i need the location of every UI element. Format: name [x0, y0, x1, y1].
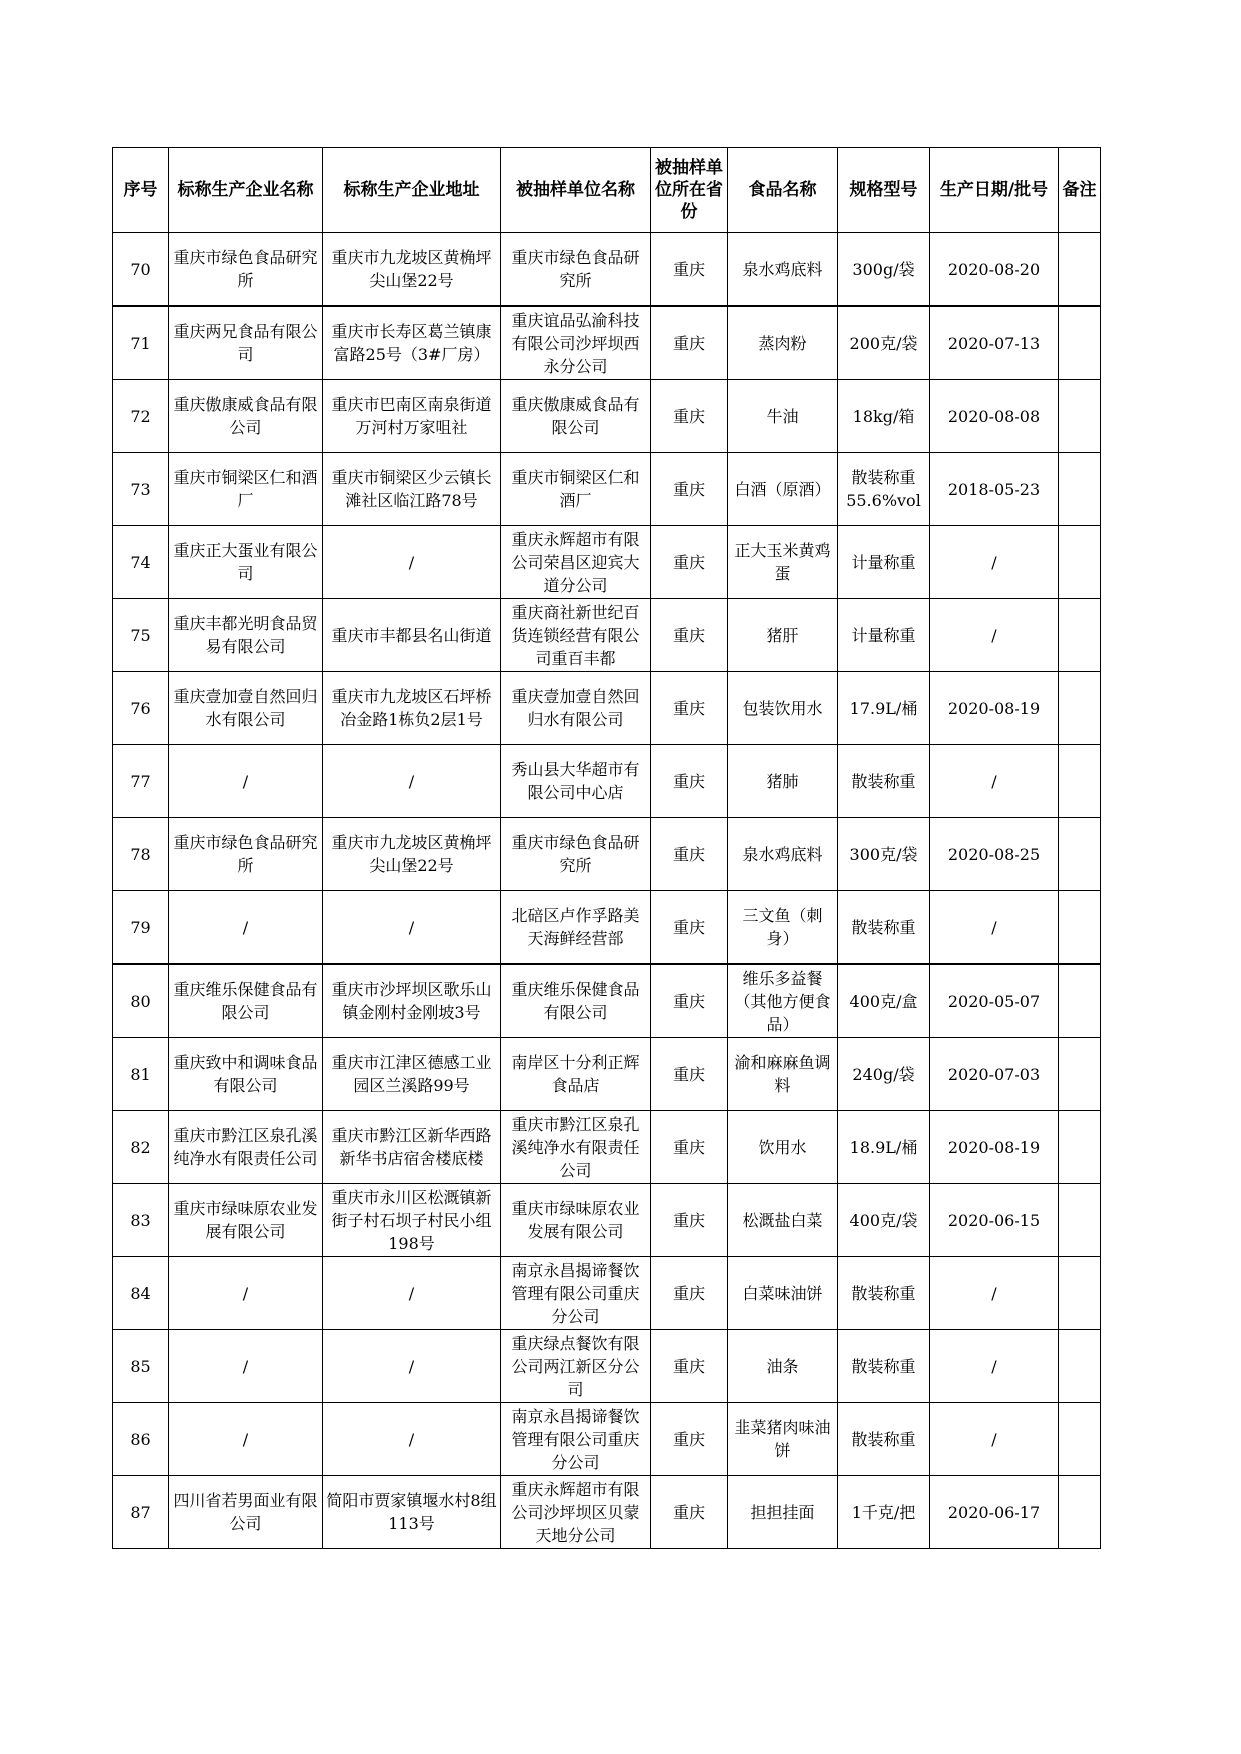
cell-address: 重庆市丰都县名山街道 [323, 599, 501, 672]
cell-date: 2020-07-13 [930, 306, 1059, 380]
cell-remarks [1059, 1184, 1101, 1257]
cell-province: 重庆 [651, 1403, 728, 1476]
cell-food: 猪肺 [728, 745, 838, 818]
cell-remarks [1059, 233, 1101, 307]
cell-remarks [1059, 1330, 1101, 1403]
cell-company: 重庆市绿色食品研究所 [169, 818, 323, 891]
cell-spec: 18.9L/桶 [838, 1111, 930, 1184]
cell-spec: 散装称重 [838, 745, 930, 818]
cell-province: 重庆 [651, 1330, 728, 1403]
cell-food: 渝和麻麻鱼调料 [728, 1038, 838, 1111]
header-company: 标称生产企业名称 [169, 148, 323, 233]
cell-province: 重庆 [651, 1476, 728, 1549]
cell-seq: 78 [113, 818, 169, 891]
cell-food: 牛油 [728, 380, 838, 453]
cell-address: / [323, 526, 501, 599]
cell-remarks [1059, 745, 1101, 818]
cell-province: 重庆 [651, 380, 728, 453]
table-row [113, 964, 1101, 1038]
cell-seq: 79 [113, 891, 169, 965]
cell-province: 重庆 [651, 818, 728, 891]
cell-date: 2020-08-20 [930, 233, 1059, 307]
cell-province: 重庆 [651, 745, 728, 818]
cell-food: 泉水鸡底料 [728, 233, 838, 307]
cell-remarks [1059, 891, 1101, 965]
cell-province: 重庆 [651, 233, 728, 307]
cell-remarks [1059, 1476, 1101, 1549]
table-body [113, 233, 1101, 1549]
cell-seq: 76 [113, 672, 169, 745]
cell-date: 2020-06-17 [930, 1476, 1059, 1549]
cell-remarks [1059, 1111, 1101, 1184]
cell-date: 2020-06-15 [930, 1184, 1059, 1257]
cell-remarks [1059, 818, 1101, 891]
cell-remarks [1059, 672, 1101, 745]
cell-remarks [1059, 1038, 1101, 1111]
cell-company: 重庆丰都光明食品贸易有限公司 [169, 599, 323, 672]
table-row [113, 1476, 1101, 1549]
cell-spec: 计量称重 [838, 599, 930, 672]
cell-date: 2020-05-07 [930, 964, 1059, 1038]
cell-sampled-unit: 重庆永辉超市有限公司沙坪坝区贝蒙天地分公司 [501, 1476, 651, 1549]
cell-sampled-unit: 重庆市铜梁区仁和酒厂 [501, 453, 651, 526]
header-row [113, 148, 1101, 233]
header-address: 标称生产企业地址 [323, 148, 501, 233]
cell-date: 2020-08-25 [930, 818, 1059, 891]
cell-spec: 散装称重 [838, 1330, 930, 1403]
cell-food: 包装饮用水 [728, 672, 838, 745]
table-row [113, 453, 1101, 526]
cell-date: 2020-08-19 [930, 1111, 1059, 1184]
cell-company: 四川省若男面业有限公司 [169, 1476, 323, 1549]
cell-sampled-unit: 重庆傲康威食品有限公司 [501, 380, 651, 453]
cell-company: / [169, 1257, 323, 1330]
cell-province: 重庆 [651, 891, 728, 965]
cell-company: 重庆市铜梁区仁和酒厂 [169, 453, 323, 526]
cell-spec: 17.9L/桶 [838, 672, 930, 745]
cell-seq: 85 [113, 1330, 169, 1403]
cell-sampled-unit: 重庆谊品弘渝科技有限公司沙坪坝西永分公司 [501, 306, 651, 380]
cell-province: 重庆 [651, 964, 728, 1038]
table-header [113, 148, 1101, 233]
table-row [113, 891, 1101, 965]
cell-sampled-unit: 重庆永辉超市有限公司荣昌区迎宾大道分公司 [501, 526, 651, 599]
cell-address: 简阳市贾家镇堰水村8组113号 [323, 1476, 501, 1549]
cell-sampled-unit: 南京永昌揭谛餐饮管理有限公司重庆分公司 [501, 1403, 651, 1476]
cell-seq: 80 [113, 964, 169, 1038]
cell-date: / [930, 1403, 1059, 1476]
cell-sampled-unit: 重庆市绿色食品研究所 [501, 818, 651, 891]
cell-sampled-unit: 重庆绿点餐饮有限公司两江新区分公司 [501, 1330, 651, 1403]
cell-spec: 散装称重 [838, 1403, 930, 1476]
cell-province: 重庆 [651, 1257, 728, 1330]
cell-province: 重庆 [651, 1111, 728, 1184]
cell-remarks [1059, 526, 1101, 599]
cell-food: 维乐多益餐（其他方便食品） [728, 964, 838, 1038]
cell-address: / [323, 1330, 501, 1403]
table-row [113, 1111, 1101, 1184]
cell-company: / [169, 891, 323, 965]
cell-company: 重庆市绿味原农业发展有限公司 [169, 1184, 323, 1257]
cell-company: 重庆致中和调味食品有限公司 [169, 1038, 323, 1111]
cell-remarks [1059, 1403, 1101, 1476]
table-row [113, 672, 1101, 745]
cell-company: / [169, 745, 323, 818]
cell-spec: 300g/袋 [838, 233, 930, 307]
cell-remarks [1059, 453, 1101, 526]
cell-food: 担担挂面 [728, 1476, 838, 1549]
table-row [113, 1403, 1101, 1476]
cell-sampled-unit: 重庆壹加壹自然回归水有限公司 [501, 672, 651, 745]
cell-address: 重庆市黔江区新华西路新华书店宿舍楼底楼 [323, 1111, 501, 1184]
cell-company: 重庆傲康威食品有限公司 [169, 380, 323, 453]
cell-seq: 75 [113, 599, 169, 672]
cell-spec: 400克/袋 [838, 1184, 930, 1257]
cell-spec: 1千克/把 [838, 1476, 930, 1549]
cell-province: 重庆 [651, 1038, 728, 1111]
cell-company: / [169, 1330, 323, 1403]
cell-company: 重庆市黔江区泉孔溪纯净水有限责任公司 [169, 1111, 323, 1184]
cell-sampled-unit: 北碚区卢作孚路美天海鲜经营部 [501, 891, 651, 965]
cell-food: 松溉盐白菜 [728, 1184, 838, 1257]
cell-date: / [930, 1257, 1059, 1330]
cell-date: 2020-07-03 [930, 1038, 1059, 1111]
cell-seq: 87 [113, 1476, 169, 1549]
cell-spec: 散装称重 [838, 1257, 930, 1330]
table-row [113, 818, 1101, 891]
cell-remarks [1059, 599, 1101, 672]
cell-date: / [930, 1330, 1059, 1403]
table-row [113, 1257, 1101, 1330]
cell-date: / [930, 891, 1059, 965]
cell-spec: 散装称重 [838, 891, 930, 965]
cell-sampled-unit: 南岸区十分利正辉食品店 [501, 1038, 651, 1111]
cell-spec: 18kg/箱 [838, 380, 930, 453]
header-province: 被抽样单位所在省份 [651, 148, 728, 233]
cell-spec: 400克/盒 [838, 964, 930, 1038]
table-row [113, 380, 1101, 453]
cell-date: 2020-08-08 [930, 380, 1059, 453]
cell-food: 三文鱼（刺身） [728, 891, 838, 965]
cell-date: 2020-08-19 [930, 672, 1059, 745]
cell-seq: 81 [113, 1038, 169, 1111]
cell-food: 韭菜猪肉味油饼 [728, 1403, 838, 1476]
cell-seq: 77 [113, 745, 169, 818]
header-seq: 序号 [113, 148, 169, 233]
cell-province: 重庆 [651, 1184, 728, 1257]
cell-province: 重庆 [651, 526, 728, 599]
cell-spec: 240g/袋 [838, 1038, 930, 1111]
cell-seq: 72 [113, 380, 169, 453]
cell-seq: 82 [113, 1111, 169, 1184]
cell-company: 重庆市绿色食品研究所 [169, 233, 323, 307]
cell-remarks [1059, 1257, 1101, 1330]
header-sampled-unit: 被抽样单位名称 [501, 148, 651, 233]
cell-seq: 70 [113, 233, 169, 307]
cell-food: 蒸肉粉 [728, 306, 838, 380]
cell-company: 重庆正大蛋业有限公司 [169, 526, 323, 599]
cell-seq: 83 [113, 1184, 169, 1257]
cell-seq: 86 [113, 1403, 169, 1476]
cell-food: 泉水鸡底料 [728, 818, 838, 891]
cell-company: 重庆维乐保健食品有限公司 [169, 964, 323, 1038]
cell-company: / [169, 1403, 323, 1476]
cell-date: / [930, 526, 1059, 599]
cell-food: 白酒（原酒） [728, 453, 838, 526]
cell-province: 重庆 [651, 672, 728, 745]
cell-sampled-unit: 重庆商社新世纪百货连锁经营有限公司重百丰都 [501, 599, 651, 672]
cell-sampled-unit: 重庆市绿味原农业发展有限公司 [501, 1184, 651, 1257]
cell-seq: 74 [113, 526, 169, 599]
cell-address: 重庆市铜梁区少云镇长滩社区临江路78号 [323, 453, 501, 526]
cell-address: 重庆市九龙坡区黄桷坪尖山堡22号 [323, 818, 501, 891]
table-row [113, 1330, 1101, 1403]
cell-spec: 300克/袋 [838, 818, 930, 891]
cell-food: 油条 [728, 1330, 838, 1403]
cell-date: / [930, 745, 1059, 818]
cell-sampled-unit: 重庆市绿色食品研究所 [501, 233, 651, 307]
cell-seq: 84 [113, 1257, 169, 1330]
table-row [113, 599, 1101, 672]
cell-province: 重庆 [651, 599, 728, 672]
header-spec: 规格型号 [838, 148, 930, 233]
cell-province: 重庆 [651, 453, 728, 526]
cell-seq: 71 [113, 306, 169, 380]
sampling-results-table [112, 147, 1101, 1549]
cell-sampled-unit: 南京永昌揭谛餐饮管理有限公司重庆分公司 [501, 1257, 651, 1330]
cell-food: 正大玉米黄鸡蛋 [728, 526, 838, 599]
header-remarks: 备注 [1059, 148, 1101, 233]
cell-address: 重庆市九龙坡区石坪桥冶金路1栋负2层1号 [323, 672, 501, 745]
cell-remarks [1059, 964, 1101, 1038]
cell-remarks [1059, 306, 1101, 380]
table-row [113, 233, 1101, 307]
table-row [113, 306, 1101, 380]
cell-address: 重庆市沙坪坝区歌乐山镇金刚村金刚坡3号 [323, 964, 501, 1038]
cell-date: 2018-05-23 [930, 453, 1059, 526]
cell-address: / [323, 1257, 501, 1330]
cell-food: 猪肝 [728, 599, 838, 672]
table-row [113, 745, 1101, 818]
cell-spec: 计量称重 [838, 526, 930, 599]
cell-company: 重庆两兄食品有限公司 [169, 306, 323, 380]
cell-address: 重庆市长寿区葛兰镇康富路25号（3#厂房） [323, 306, 501, 380]
cell-address: 重庆市九龙坡区黄桷坪尖山堡22号 [323, 233, 501, 307]
cell-province: 重庆 [651, 306, 728, 380]
header-food: 食品名称 [728, 148, 838, 233]
sampling-results-sheet [112, 147, 1101, 1549]
cell-address: / [323, 745, 501, 818]
cell-date: / [930, 599, 1059, 672]
cell-address: 重庆市巴南区南泉街道万河村万家咀社 [323, 380, 501, 453]
cell-sampled-unit: 重庆维乐保健食品有限公司 [501, 964, 651, 1038]
cell-sampled-unit: 重庆市黔江区泉孔溪纯净水有限责任公司 [501, 1111, 651, 1184]
cell-spec: 散装称重55.6%vol [838, 453, 930, 526]
cell-spec: 200克/袋 [838, 306, 930, 380]
cell-company: 重庆壹加壹自然回归水有限公司 [169, 672, 323, 745]
cell-sampled-unit: 秀山县大华超市有限公司中心店 [501, 745, 651, 818]
table-row [113, 1184, 1101, 1257]
cell-food: 饮用水 [728, 1111, 838, 1184]
table-row [113, 1038, 1101, 1111]
cell-address: / [323, 1403, 501, 1476]
cell-seq: 73 [113, 453, 169, 526]
header-date: 生产日期/批号 [930, 148, 1059, 233]
cell-address: / [323, 891, 501, 965]
cell-address: 重庆市永川区松溉镇新街子村石坝子村民小组198号 [323, 1184, 501, 1257]
cell-address: 重庆市江津区德感工业园区兰溪路99号 [323, 1038, 501, 1111]
table-row [113, 526, 1101, 599]
cell-food: 白菜味油饼 [728, 1257, 838, 1330]
cell-remarks [1059, 380, 1101, 453]
